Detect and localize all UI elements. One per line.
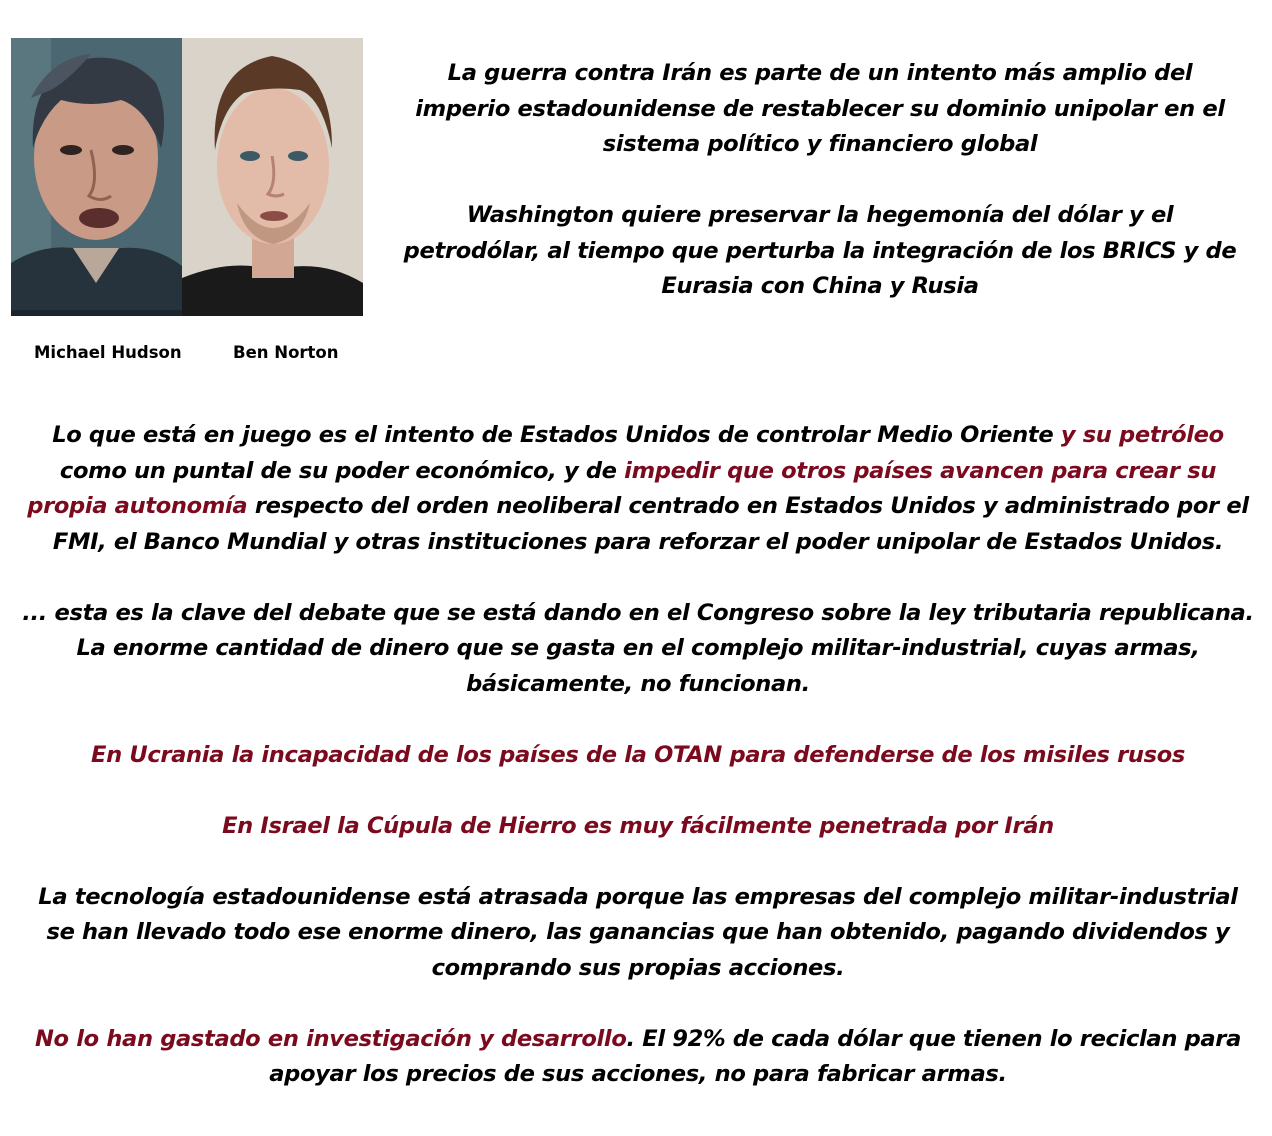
paragraph-line: como un puntal de su poder económico, y de impedir que otros países avancen para crear su bbox=[59, 457, 1217, 484]
headline-line: petrodólar, al tiempo que perturba la integración de los BRICS y de bbox=[403, 237, 1237, 264]
michael-hudson-portrait bbox=[11, 38, 182, 316]
headline-line: La guerra contra Irán es parte de un intento más amplio del bbox=[447, 60, 1193, 86]
caption-ben-norton: Ben Norton bbox=[233, 343, 339, 362]
paragraph-line: Lo que está en juego es el intento de Estados Unidos de controlar Medio Oriente y su petróleo bbox=[52, 422, 1224, 448]
ben-norton-portrait bbox=[182, 38, 363, 316]
highlight-text: propia autonomía bbox=[27, 493, 248, 519]
paragraph-line: No lo han gastado en investigación y desarrollo. El 92% de cada dólar que tienen lo reciclan para bbox=[34, 1025, 1241, 1052]
headline-line: Eurasia con China y Rusia bbox=[661, 273, 979, 299]
paragraph-line: se han llevado todo ese enorme dinero, las ganancias que han obtenido, pagando dividendos y bbox=[46, 919, 1230, 945]
highlight-paragraph: En Israel la Cúpula de Hierro es muy fácilmente penetrada por Irán bbox=[222, 812, 1054, 839]
main-text-block bbox=[20, 418, 1256, 1093]
paragraph-line: La enorme cantidad de dinero que se gasta en el complejo militar-industrial, cuyas armas, bbox=[76, 635, 1200, 661]
paragraph-line: comprando sus propias acciones. bbox=[431, 954, 845, 981]
headline-line: Washington quiere preservar la hegemonía del dólar y el bbox=[466, 202, 1174, 228]
paragraph-line: ... esta es la clave del debate que se está dando en el Congreso sobre la ley tributaria republicana. bbox=[22, 599, 1254, 626]
paragraph-line: básicamente, no funcionan. bbox=[466, 670, 810, 697]
highlight-text: y su petróleo bbox=[1060, 422, 1224, 448]
headline-line: imperio estadounidense de restablecer su dominio unipolar en el bbox=[415, 95, 1225, 122]
caption-michael-hudson: Michael Hudson bbox=[34, 343, 182, 362]
paragraph-line: FMI, el Banco Mundial y otras instituciones para reforzar el poder unipolar de Estados Unidos. bbox=[52, 528, 1224, 555]
highlight-text: impedir que otros países avancen para crear su bbox=[624, 457, 1217, 484]
highlight-text: No lo han gastado en investigación y desarrollo bbox=[34, 1025, 627, 1052]
ben-norton-photo bbox=[182, 38, 363, 316]
paragraph-line: apoyar los precios de sus acciones, no para fabricar armas. bbox=[269, 1061, 1007, 1087]
highlight-paragraph: En Ucrania la incapacidad de los países de la OTAN para defenderse de los misiles rusos bbox=[90, 741, 1186, 768]
headline-line: sistema político y financiero global bbox=[602, 131, 1038, 157]
paragraph-line: propia autonomía respecto del orden neoliberal centrado en Estados Unidos y administrado por el bbox=[27, 493, 1249, 519]
headline-block bbox=[398, 56, 1242, 305]
portrait-photos bbox=[11, 38, 363, 316]
paragraph-line: La tecnología estadounidense está atrasada porque las empresas del complejo militar-industrial bbox=[38, 883, 1238, 910]
michael-hudson-photo bbox=[11, 38, 182, 316]
